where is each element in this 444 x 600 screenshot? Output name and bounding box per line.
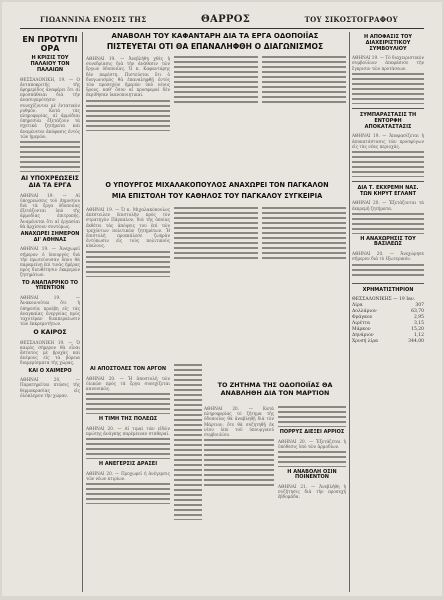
exchange-rate-value: 15,20 <box>411 326 424 332</box>
lower-left-headline3: Η ΑΝΕΓΕΡΣΙΣ ΔΡΑΣΕΙ <box>98 461 158 468</box>
right-headline3: ΔΙΑ Τ. ΕΚΧΡΕΜΗ ΝΑΣ. ΤΩΝ ΚΗΡΥΤ ΕΓΛΑΝΤ <box>357 184 419 197</box>
section6-headline: ΚΑΙ Ο ΧΑΙΜΕΡΟ <box>28 367 72 374</box>
section5-text: ΘΕΣΣΑΛΟΝΙΚΗ 19. — Ὁ καιρὸς σήμερον θὰ εἶναι ἄστατος μὲ βροχὰς καὶ ἀνέμους εἰς τὰ βόρεια διαμερίσματα τῆς χώρας. <box>20 339 80 366</box>
divider <box>352 108 424 109</box>
lower-left-headline2: Η ΤΙΜΗ ΤΗΣ ΠΟΛΕΩΣ <box>98 416 158 423</box>
right-text4: ΑΘΗΝΑΙ 20. — Ἀνεχώρησε σήμερον διὰ τὸ ἐξωτερικόν. <box>352 251 424 262</box>
exchange-rate-label: Δολλάριον <box>352 308 377 314</box>
section3-headline: ΑΝΑΧΩΡΕΙ ΣΗΜΕΡΟΝ ΔΙ' ΑΘΗΝΑΣ <box>20 230 80 243</box>
exchange-rate-label: Δηνάριον <box>352 332 374 338</box>
right-sub-text2: ΑΘΗΝΑΙ 21. — Ἀνεβλήθη ἡ συζήτησις διὰ τὴν προσεχῆ ἑβδομάδα. <box>278 484 346 500</box>
section2-headline: ΑΙ ΥΠΟΧΡΕΩΣΕΙΣ ΔΙΑ ΤΑ ΕΡΓΑ <box>21 175 79 190</box>
filler-text <box>278 451 346 467</box>
center-mid-text: ΑΘΗΝΑΙ 19. — Ὁ κ. Μιχαλακόπουλος ἀπέστειλεν ἐπιστολὴν πρὸς τὸν στρατηγὸν Πάγκαλον, διὰ τῆς ὁποίας ἐκθέτει τὰς ἀπόψεις του ἐπὶ τῶν τρεχόντων πολιτικῶν ζητημάτων. Ἡ ἐπιστολὴ προεκάλεσε ζωηρὰν ἐντύπωσιν εἰς τοὺς πολιτικοὺς κύκλους. <box>86 207 170 249</box>
exchange-rate-label: Μάρκον <box>352 326 371 332</box>
lead-headline: ΕΝ ΠΡΟΤΥΠΙ ΟΡΑ <box>22 35 78 54</box>
center-upper-col2 <box>174 56 258 176</box>
filler-text <box>352 264 424 280</box>
right-headline1: Η ΑΠΟΦΑΣΙΣ ΤΟΥ ΔΙΑΧΕΙΡΙΣΤΙΚΟΥ ΣΥΜΒΟΥΛΙΟΥ <box>363 34 413 52</box>
filler-text <box>86 393 170 414</box>
masthead-right: ΤΟΥ ΣΙΚΟΣΤΟΓΡΑΦΟΥ <box>304 14 398 24</box>
lower-right-banner: ΤΟ ΖΗΤΗΜΑ ΤΗΣ ΟΔΟΠΟΙΪΑΣ ΘΑ ΑΝΑΒΛΗΘΗ ΔΙΑ ΤΟΝ ΜΑΡΤΙΟΝ <box>217 381 333 397</box>
section3-text: ΑΘΗΝΑΙ 19. — Ἀναχωρεῖ σήμερον ὁ ὑπουργὸς διὰ τὴν πρωτεύουσαν ὅπου θὰ παραμείνῃ ἐπὶ τινὰς ἡμέρας πρὸς διευθέτησιν ἐκκρεμῶν ζητημάτων. <box>20 246 80 278</box>
top-banner-line1: ΑΝΑΒΟΛΗ ΤΟΥ ΚΑΦΑΝΤΑΡΗ ΔΙΑ ΤΑ ΕΡΓΑ ΟΔΟΠΟΙΪΑΣ <box>111 32 319 40</box>
exchange-rate-value: 1,12 <box>413 332 424 338</box>
masthead-left: ΓΙΩΑΝΝΙΝΑ ΕΝΟΣΙΣ ΤΗΣ <box>40 14 147 24</box>
exchange-rate-value: 2,95 <box>413 314 424 320</box>
filler-text <box>204 439 274 486</box>
lead-subheadline: Η ΚΡΙΣΙΣ ΤΟΥ ΠΑΛΑΙΟΥ ΤΟΝ ΠΑΛΑΙΩΝ <box>30 55 70 73</box>
column-rule <box>82 32 83 592</box>
lead-article-text: ΘΕΣΣΑΛΟΝΙΚΗ, 19. — Ο ἀνταποκριτὴς τῆς ἐφημερίδος ἀναφέρει ὅτι αἱ προσπάθειαι διὰ τὴν ἀνασυγκρότησιν συνεχίζονται μὲ ἐντατικὸν ρυθμόν. Κατὰ τὰς πληροφορίας, αἱ ἀρμόδιαι ὑπηρεσίαι ἐξετάζουν τὰ σχετικὰ ζητήματα καὶ ἀναμένεται ἀπόφασις ἐντὸς τῶν ἡμερῶν. <box>20 76 80 139</box>
filler-text <box>262 207 346 259</box>
right-text2: ΑΘΗΝΑΙ 19. — Ἀποφασίζεται ἡ ἀποκατάστασις τῶν προσφύγων εἰς τὰς νέας περιοχάς. <box>352 133 424 149</box>
filler-text <box>174 207 258 259</box>
section4-headline: ΤΟ ΑΝΑΠΑΡΡΙΚΟ ΤΟ ΥΠΕΝΤΙΟΝ <box>21 279 79 292</box>
center-lower-left <box>86 364 170 592</box>
exchange-rate-label: Λιρέττα <box>352 320 371 326</box>
divider <box>352 181 424 182</box>
divider <box>352 283 424 284</box>
lower-left-text2: ΑΘΗΝΑΙ 20. — Αἱ τιμαὶ τῶν εἰδῶν πρώτης ἀνάγκης παρέμειναν σταθεραί. <box>86 425 170 437</box>
center-mid-col1 <box>86 207 170 357</box>
section5-headline: Ο ΚΑΙΡΟΣ <box>33 329 67 337</box>
filler-text <box>174 56 258 103</box>
lower-left-headline: ΑΙ ΑΠΟΣΤΟΛΕΣ ΤΟΝ ΑΡΓΟΝ <box>89 366 167 372</box>
masthead-title: ΘΑΡΡΟΣ <box>201 13 251 25</box>
right-sub-text: ΑΘΗΝΑΙ 20. — Ἐξετάζεται ἡ ὑπόθεσις ὑπὸ τῶν ἁρμοδίων. <box>278 438 346 449</box>
section6-text: ΑΘΗΝΑΙ 20. — Παρατηρεῖται πτῶσις τῆς θερμοκρασίας εἰς ὁλόκληρον τὴν χώραν. <box>20 377 80 398</box>
right-column <box>352 32 424 592</box>
section2-text: ΑΘΗΝΑΙ 19. — Αἱ ὑποχρεώσεις τοῦ Δημοσίου διὰ τὰ ἔργα ὁδοποιΐας ἐξετάζονται ὑπὸ τῆς ἀρμοδίας ἐπιτροπῆς. Ἀναμένεται ὅτι αἱ ἐργασίαι θὰ ἀρχίσουν συντόμως. <box>20 192 80 229</box>
exchange-rates-list <box>352 297 424 345</box>
section4-text: ΑΘΗΝΑΙ 19. — Ἀνακοινοῦται ὅτι ἡ ὑπηρεσία προέβη εἰς τὰς ἀναγκαίας ἐνεργείας πρὸς ταχυτέραν διεκπεραίωσιν τῶν ἐκκρεμοτήτων. <box>20 295 80 327</box>
right-sub-headline: ΠΟΡΡΥΣ ΔΙΕΞΕΙ ΑΡΡΙΟΣ <box>279 428 345 435</box>
filler-text <box>174 364 202 520</box>
exchange-rate-value: 3,15 <box>413 320 424 326</box>
stats-headline: ΧΡΗΜΑΤΙΣΤΗΡΙΟΝ <box>362 287 414 294</box>
filler-text <box>352 213 424 234</box>
filler-text <box>86 100 170 131</box>
right-sub-headline2: Η ΑΝΑΒΟΛΗ ΟΣΙΝ ΠΟΙΝΕΝΤΟΝ <box>287 468 337 481</box>
filler-text <box>86 251 170 277</box>
filler-text <box>278 406 346 427</box>
center-upper-col3 <box>262 56 346 176</box>
exchange-rate-label: Λίρα <box>352 302 363 308</box>
right-headline2: ΣΥΜΠΑΡΑΣΤΑΣΙΣ ΤΗ ΕΝΤΟΡΦΗ ΑΠΟΚΑΤΑΣΤΑΣΙΣ <box>359 112 417 130</box>
right-headline4: Η ΑΝΑΧΩΡΗΣΙΣ ΤΟΥ ΒΑΣΙΛΕΩΣ <box>360 235 416 248</box>
exchange-rate-label: ΘΕΣΣΑΛΟΝΙΚΗΣ — 19 Ιαν. <box>352 296 416 302</box>
lower-right-text: ΑΘΗΝΑΙ 20. — Κατὰ πληροφορίας τὸ ζήτημα τῆς ὁδοποιΐας θὰ ἀναβληθῇ διὰ τὸν Μάρτιον, ὅτε θὰ συζητηθῇ ἐκ νέου ὑπὸ τοῦ ὑπουργικοῦ συμβουλίου. <box>204 406 274 438</box>
center-mid-col3 <box>262 207 346 357</box>
filler-text <box>86 483 170 504</box>
center-lower-right-col1 <box>204 406 274 592</box>
masthead <box>2 12 442 26</box>
lower-left-text3: ΑΘΗΝΑΙ 20. — Προχωρεῖ ἡ ἀνέγερσις τῶν νέων κτιρίων. <box>86 470 170 482</box>
newspaper-page <box>2 2 442 596</box>
center-lower-right-col2 <box>278 406 346 592</box>
center-upper-col1 <box>86 56 170 176</box>
center-mid-col2 <box>174 207 258 357</box>
filler-text <box>86 438 170 459</box>
top-banner-line2: ΠΙΣΤΕΥΕΤΑΙ ΟΤΙ ΘΑ ΕΠΑΝΑΛΗΦΘΗ Ο ΔΙΑΓΩΝΙΣΜΟΣ <box>106 42 324 51</box>
left-column <box>20 32 80 592</box>
mid-banner-line2: ΜΙΑ ΕΠΙΣΤΟΛΗ ΤΟΥ ΚΑΘΗΛΟΣ ΤΟΥ ΠΑΓΚΑΛΟΥ ΣΥΓΚΕΙΡΙΑ <box>111 192 323 200</box>
column-rule-right <box>349 32 350 592</box>
lower-left-text: ΑΘΗΝΑΙ 20. — Ἡ ἀποστολὴ τῶν ὑλικῶν πρὸς τὰ ἔργα συνεχίζεται κανονικῶς. <box>86 375 170 392</box>
exchange-rate-value: 344,00 <box>408 338 424 344</box>
exchange-rate-row <box>352 339 424 345</box>
mid-banner-line1: Ο ΥΠΟΥΡΓΟΣ ΜΙΧΑΛΑΚΟΠΟΥΛΟΣ ΑΝΑΧΩΡΕΙ ΤΟΝ ΠΑΓΚΑΛΟΝ <box>105 181 329 189</box>
right-text1: ΑΘΗΝΑΙ 19. — Τὸ διαχειριστικὸν συμβούλιον ἀπεφάσισε τὴν ἔγκρισιν τῶν προτάσεων. <box>352 55 424 71</box>
right-text3: ΑΘΗΝΑΙ 20. — Ἐξετάζονται τὰ ἐκκρεμῆ ζητήματα. <box>352 200 424 211</box>
filler-text <box>262 56 346 103</box>
exchange-rate-value: 63,70 <box>411 308 424 314</box>
filler-text <box>352 73 424 104</box>
exchange-rate-label: Χρυσή λίρα <box>352 338 379 344</box>
exchange-rate-value: 307 <box>415 302 424 308</box>
filler-text <box>352 151 424 177</box>
center-upper-text: ΑΘΗΝΑΙ 19. — Ἀνεβλήθη χθὲς ἡ συνεδρίασις διὰ τὴν ἀνάθεσιν τῶν ἔργων ὁδοποιΐας. Ὁ κ. Καφαντάρης δὲν παρέστη. Πιστεύεται ὅτι ὁ διαγωνισμὸς θὰ ἐπαναληφθῇ ἐντὸς τῶν προσεχῶν ἡμερῶν ὑπὸ νέους ὅρους, καθ' ὅσον αἱ προσφοραὶ δὲν ἐκρίθησαν ἱκανοποιητικαί. <box>86 56 170 98</box>
masthead-rule <box>20 28 424 29</box>
center-lower-narrow <box>174 364 202 592</box>
lead-article-text-cont <box>20 141 80 172</box>
exchange-rate-label: Φράγκον <box>352 314 373 320</box>
